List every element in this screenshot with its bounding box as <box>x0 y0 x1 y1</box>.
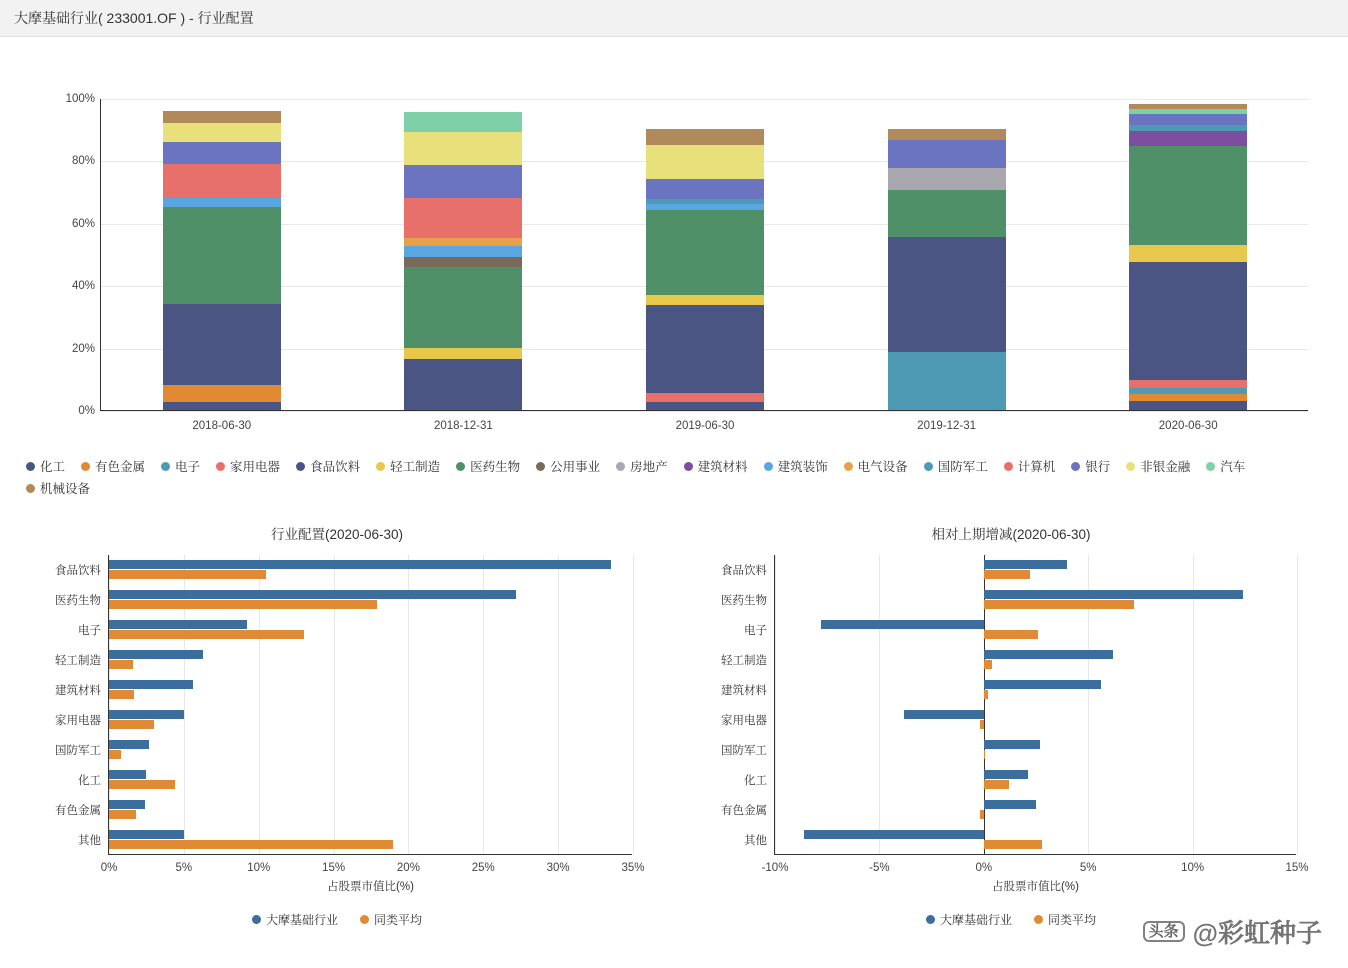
bar[interactable] <box>109 650 203 659</box>
bar[interactable] <box>984 690 988 699</box>
stacked-bar-segment <box>646 129 764 145</box>
legend-color-swatch <box>1071 462 1080 471</box>
category-label: 家用电器 <box>55 715 101 727</box>
category-label: 建筑材料 <box>55 685 101 697</box>
stacked-bar-segment <box>404 165 522 198</box>
category-label: 有色金属 <box>55 805 101 817</box>
stacked-bar-segment <box>404 359 522 395</box>
y-axis-tick: 0% <box>78 405 95 417</box>
category-label: 轻工制造 <box>55 655 101 667</box>
stacked-bar-segment <box>646 179 764 199</box>
legend-label: 轻工制造 <box>390 460 441 474</box>
y-axis-tick: 100% <box>65 93 95 105</box>
legend-item[interactable] <box>296 457 360 475</box>
legend-color-swatch <box>26 484 35 493</box>
category-label: 医药生物 <box>721 595 767 607</box>
bar[interactable] <box>984 560 1068 569</box>
legend-label: 大摩基础行业 <box>265 913 338 927</box>
legend-color-swatch <box>926 915 935 924</box>
x-axis-tick: 15% <box>322 862 346 874</box>
legend-label: 银行 <box>1085 460 1111 474</box>
category-label: 轻工制造 <box>721 655 767 667</box>
category-label: 医药生物 <box>55 595 101 607</box>
legend-item[interactable] <box>456 457 520 475</box>
watermark-logo: 头条 <box>1143 921 1185 943</box>
bar[interactable] <box>109 590 516 599</box>
x-axis-tick: 2019-06-30 <box>675 420 735 432</box>
legend-color-swatch <box>1034 915 1043 924</box>
bar[interactable] <box>984 780 1009 789</box>
legend-label: 机械设备 <box>40 482 91 496</box>
stacked-bar-segment <box>404 348 522 359</box>
bar[interactable] <box>109 740 149 749</box>
stacked-bar-segment <box>404 238 522 246</box>
bar[interactable] <box>984 800 1036 809</box>
bar[interactable] <box>109 570 266 579</box>
allocation-plot-area <box>55 555 645 893</box>
legend-item[interactable] <box>616 457 668 475</box>
legend-item[interactable] <box>1126 457 1190 475</box>
stacked-bar-segment <box>1129 245 1247 262</box>
gridline <box>101 411 1308 412</box>
stacked-bar-segment <box>404 394 522 410</box>
legend-item[interactable] <box>26 457 65 475</box>
gridline <box>1297 555 1298 854</box>
x-axis-tick: 2019-12-31 <box>917 420 977 432</box>
x-axis-tick: 10% <box>247 862 271 874</box>
legend-color-swatch <box>1206 462 1215 471</box>
stacked-bar-segment <box>646 393 764 402</box>
legend-item[interactable] <box>360 911 422 928</box>
change-plot-area <box>721 555 1309 893</box>
bar[interactable] <box>821 620 984 629</box>
legend-item[interactable] <box>1004 457 1056 475</box>
gridline <box>775 555 776 854</box>
category-label: 电子 <box>744 625 767 637</box>
stacked-bar-segment <box>1129 401 1247 410</box>
bar[interactable] <box>109 810 136 819</box>
stacked-bar-segment <box>163 207 281 304</box>
legend-label: 食品饮料 <box>310 460 361 474</box>
y-axis-tick: 40% <box>71 280 95 293</box>
legend-color-swatch <box>376 462 385 471</box>
stacked-bar-segment <box>163 198 281 207</box>
stacked-bar-segment <box>888 129 1006 140</box>
bar[interactable] <box>109 710 184 719</box>
legend-label: 有色金属 <box>95 460 146 474</box>
legend-item[interactable] <box>1071 457 1110 475</box>
stacked-bar-segment <box>163 164 281 198</box>
bar[interactable] <box>984 630 1038 639</box>
watermark <box>1143 913 1322 950</box>
stacked-bar-segment <box>646 295 764 306</box>
legend-item[interactable] <box>252 911 338 928</box>
stacked-bar-segment <box>163 111 281 123</box>
bar[interactable] <box>109 800 145 809</box>
category-label: 国防军工 <box>55 745 101 757</box>
allocation-chart <box>0 519 674 959</box>
category-label: 食品饮料 <box>721 565 767 577</box>
legend-item[interactable] <box>924 457 988 475</box>
stacked-bar[interactable] <box>646 98 764 410</box>
x-axis-tick: 5% <box>1079 862 1097 874</box>
legend-color-swatch <box>161 462 170 471</box>
legend-color-swatch <box>764 462 773 471</box>
x-axis-tick: 0% <box>100 862 118 874</box>
stacked-bar-segment <box>163 402 281 410</box>
legend-label: 国防军工 <box>937 460 988 474</box>
bar[interactable] <box>109 630 304 639</box>
y-axis-tick: 20% <box>71 342 95 355</box>
legend-label: 建筑装饰 <box>777 460 828 474</box>
legend-color-swatch <box>81 462 90 471</box>
x-axis-tick: -10% <box>761 862 789 874</box>
bar[interactable] <box>109 560 611 569</box>
legend-color-swatch <box>26 462 35 471</box>
bar[interactable] <box>109 620 247 629</box>
stacked-bar-segment <box>646 305 764 392</box>
legend-item[interactable] <box>81 457 145 475</box>
x-axis-tick: 30% <box>546 862 570 874</box>
bar[interactable] <box>109 780 175 789</box>
y-axis-tick: 80% <box>71 155 95 168</box>
bar[interactable] <box>984 770 1028 779</box>
bar[interactable] <box>804 830 984 839</box>
legend-label: 公用事业 <box>550 460 601 474</box>
x-axis-tick: 10% <box>1181 862 1205 874</box>
legend-item[interactable] <box>926 911 1012 928</box>
x-axis-tick: 20% <box>396 862 420 874</box>
industry-legend <box>0 457 1348 497</box>
stacked-bar-chart <box>0 37 1348 457</box>
legend-color-swatch <box>296 462 305 471</box>
bottom-charts-row <box>0 519 1348 959</box>
category-label: 建筑材料 <box>721 685 767 697</box>
category-label: 化工 <box>78 775 101 787</box>
legend-item[interactable] <box>216 457 280 475</box>
legend-item[interactable] <box>376 457 440 475</box>
stacked-bar-segment <box>888 168 1006 190</box>
stacked-bar-segment <box>1129 114 1247 125</box>
legend-color-swatch <box>536 462 545 471</box>
stacked-bar[interactable] <box>1129 98 1247 410</box>
legend-color-swatch <box>1126 462 1135 471</box>
legend-color-swatch <box>844 462 853 471</box>
watermark-text: @彩虹种子 <box>1192 918 1322 948</box>
page-title: 大摩基础行业( 233001.OF ) - 行业配置 <box>14 10 254 26</box>
legend-item[interactable] <box>684 457 748 475</box>
category-label: 有色金属 <box>721 805 767 817</box>
category-label: 电子 <box>78 625 101 637</box>
legend-item[interactable] <box>1206 457 1245 475</box>
legend-label: 化工 <box>40 460 66 474</box>
stacked-bar[interactable] <box>404 98 522 410</box>
legend-label: 电气设备 <box>857 460 908 474</box>
allocation-chart-legend <box>0 911 674 928</box>
stacked-bar-segment <box>163 142 281 164</box>
legend-color-swatch <box>216 462 225 471</box>
legend-color-swatch <box>456 462 465 471</box>
legend-color-swatch <box>616 462 625 471</box>
category-label: 食品饮料 <box>55 565 101 577</box>
gridline <box>483 555 484 854</box>
change-chart-title: 相对上期增减(2020-06-30) <box>931 527 1091 542</box>
bar[interactable] <box>980 810 984 819</box>
bar[interactable] <box>109 690 134 699</box>
stacked-bar-segment <box>888 140 1006 168</box>
legend-label: 大摩基础行业 <box>939 913 1012 927</box>
stacked-bar-segment <box>646 145 764 179</box>
bar[interactable] <box>984 590 1243 599</box>
bar[interactable] <box>904 710 983 719</box>
legend-color-swatch <box>924 462 933 471</box>
legend-color-swatch <box>1004 462 1013 471</box>
x-axis-tick: 5% <box>175 862 193 874</box>
legend-item[interactable] <box>764 457 828 475</box>
category-label: 其他 <box>744 835 767 847</box>
y-axis-tick: 60% <box>71 217 95 230</box>
x-axis-tick: -5% <box>869 862 890 874</box>
bar[interactable] <box>984 680 1101 689</box>
legend-label: 同类平均 <box>374 913 423 927</box>
legend-item[interactable] <box>161 457 200 475</box>
legend-label: 建筑材料 <box>697 460 748 474</box>
legend-item[interactable] <box>844 457 908 475</box>
legend-color-swatch <box>360 915 369 924</box>
stacked-bar-segment <box>1129 380 1247 388</box>
stacked-bar-segment <box>404 267 522 348</box>
stacked-bar-segment <box>888 237 1006 352</box>
bar[interactable] <box>109 770 146 779</box>
stacked-bar-segment <box>1129 146 1247 244</box>
category-label: 化工 <box>744 775 767 787</box>
bar[interactable] <box>984 650 1113 659</box>
stacked-bar-segment <box>1129 131 1247 147</box>
stacked-bar-segment <box>163 304 281 385</box>
stacked-bar-segment <box>404 132 522 165</box>
stacked-bar-segment <box>404 198 522 239</box>
bar[interactable] <box>109 750 121 759</box>
legend-label: 家用电器 <box>230 460 281 474</box>
x-axis-tick: 35% <box>621 862 645 874</box>
category-label: 其他 <box>78 835 101 847</box>
legend-label: 电子 <box>175 460 201 474</box>
legend-label: 汽车 <box>1220 460 1246 474</box>
legend-color-swatch <box>684 462 693 471</box>
gridline <box>633 555 634 854</box>
bar[interactable] <box>109 660 133 669</box>
bar[interactable] <box>984 600 1134 609</box>
stacked-plot-area <box>65 93 1308 432</box>
x-axis-title: 占股票市值比(%) <box>327 881 414 893</box>
x-axis-tick: 2020-06-30 <box>1158 420 1218 432</box>
bar[interactable] <box>109 680 193 689</box>
bar[interactable] <box>984 660 992 669</box>
stacked-bar-segment <box>646 210 764 294</box>
gridline <box>1193 555 1194 854</box>
bar[interactable] <box>109 830 184 839</box>
change-chart <box>674 519 1348 959</box>
gridline <box>879 555 880 854</box>
stacked-bar-segment <box>163 385 281 402</box>
legend-label: 非银金融 <box>1140 460 1191 474</box>
bar[interactable] <box>109 840 393 849</box>
category-label: 国防军工 <box>721 745 767 757</box>
legend-label: 计算机 <box>1017 460 1056 474</box>
bar[interactable] <box>109 720 154 729</box>
legend-item[interactable] <box>536 457 600 475</box>
stacked-bar-segment <box>888 190 1006 237</box>
bar[interactable] <box>984 840 1042 849</box>
legend-item[interactable] <box>1034 911 1096 928</box>
x-axis-tick: 2018-12-31 <box>433 420 493 432</box>
gridline <box>408 555 409 854</box>
gridline <box>558 555 559 854</box>
legend-item[interactable] <box>26 479 90 497</box>
legend-label: 医药生物 <box>470 460 521 474</box>
stacked-bar[interactable] <box>163 98 281 410</box>
x-axis-tick: 25% <box>471 862 495 874</box>
x-axis-title: 占股票市值比(%) <box>992 881 1079 893</box>
stacked-bar-segment <box>404 257 522 266</box>
legend-label: 房地产 <box>630 460 668 474</box>
stacked-bar-segment <box>163 123 281 142</box>
stacked-bar-segment <box>1129 262 1247 381</box>
bar[interactable] <box>984 750 985 759</box>
window-titlebar <box>0 0 1348 37</box>
bar[interactable] <box>109 600 377 609</box>
legend-color-swatch <box>252 915 261 924</box>
x-axis-tick: 15% <box>1285 862 1309 874</box>
category-label: 家用电器 <box>721 715 767 727</box>
bar[interactable] <box>980 720 984 729</box>
stacked-bar[interactable] <box>888 98 1006 410</box>
x-axis-tick: 2018-06-30 <box>192 420 252 432</box>
stacked-bar-segment <box>646 402 764 410</box>
legend-label: 同类平均 <box>1048 913 1097 927</box>
stacked-bar-segment <box>404 246 522 257</box>
bar[interactable] <box>984 740 1040 749</box>
bar[interactable] <box>984 570 1030 579</box>
stacked-bar-segment <box>888 352 1006 410</box>
allocation-chart-title: 行业配置(2020-06-30) <box>270 527 404 542</box>
x-axis-tick: 0% <box>975 862 993 874</box>
stacked-bar-segment <box>404 112 522 132</box>
